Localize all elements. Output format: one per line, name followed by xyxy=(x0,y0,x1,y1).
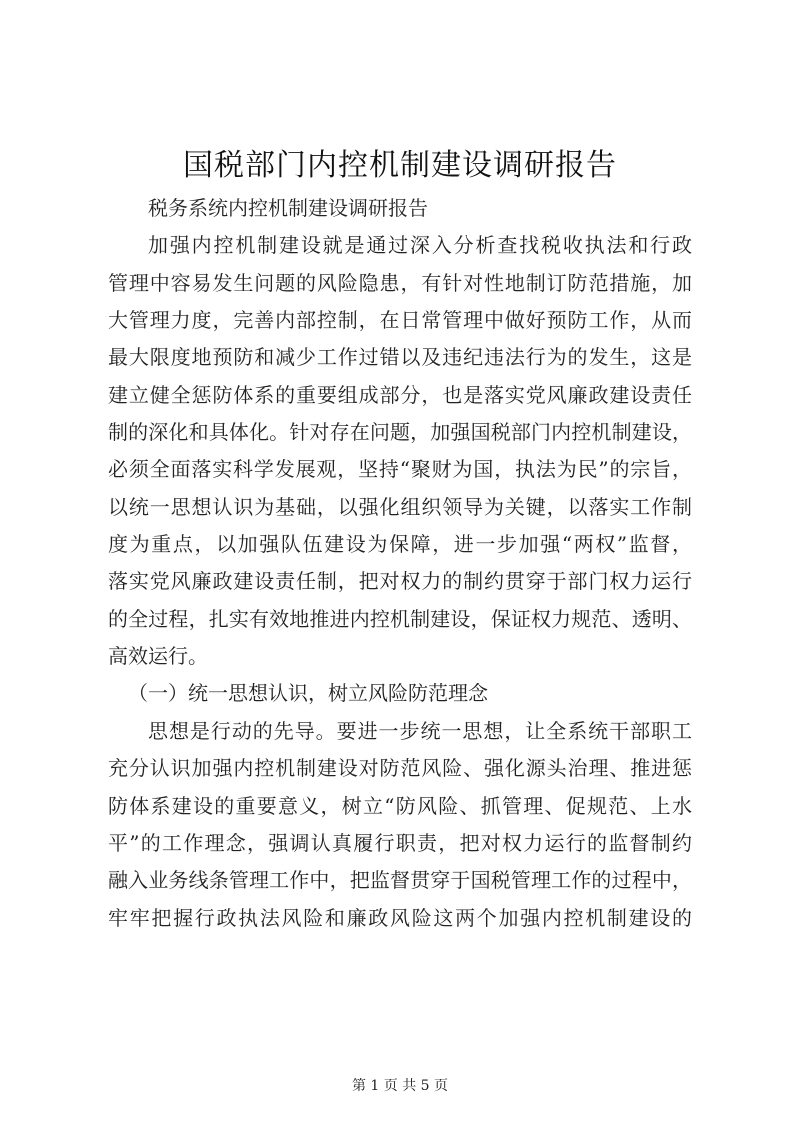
text-line: 建立健全惩防体系的重要组成部分，也是落实党风廉政建设责任 xyxy=(108,382,692,407)
text-line: 以统一思想认识为基础，以强化组织领导为关键，以落实工作制 xyxy=(108,494,692,519)
text-line: 思想是行动的先导。要进一步统一思想，让全系统干部职工 xyxy=(148,718,692,743)
text-line: 管理中容易发生问题的风险隐患，有针对性地制订防范措施，加 xyxy=(108,270,692,295)
text-line: 牢牢把握行政执法风险和廉政风险这两个加强内控机制建设的 xyxy=(108,905,692,930)
document-title: 国税部门内控机制建设调研报告 xyxy=(183,148,617,183)
text-line: 高效运行。 xyxy=(108,644,208,669)
text-line: 落实党风廉政建设责任制，把对权力的制约贯穿于部门权力运行 xyxy=(108,569,692,594)
text-line: 充分认识加强内控机制建设对防范风险、强化源头治理、推进惩 xyxy=(108,756,692,781)
text-line: 融入业务线条管理工作中，把监督贯穿于国税管理工作的过程中， xyxy=(108,868,692,893)
text-line: 加强内控机制建设就是通过深入分析查找税收执法和行政 xyxy=(148,233,692,258)
text-line: 制的深化和具体化。针对存在问题，加强国税部门内控机制建设， xyxy=(108,420,692,445)
page-number: 第 1 页 共 5 页 xyxy=(351,1078,449,1094)
text-line: 度为重点，以加强队伍建设为保障，进一步加强“两权”监督， xyxy=(108,532,692,557)
text-line: 税务系统内控机制建设调研报告 xyxy=(148,196,428,220)
document-body xyxy=(108,190,692,937)
text-line: 必须全面落实科学发展观，坚持“聚财为国，执法为民”的宗旨， xyxy=(108,457,692,482)
text-line: 最大限度地预防和减少工作过错以及违纪违法行为的发生，这是 xyxy=(108,345,692,370)
text-line: 防体系建设的重要意义，树立“防风险、抓管理、促规范、上水 xyxy=(108,793,692,818)
text-line: 平”的工作理念，强调认真履行职责，把对权力运行的监督制约 xyxy=(108,830,692,855)
text-line: 大管理力度，完善内部控制，在日常管理中做好预防工作，从而 xyxy=(108,308,692,333)
text-line: 的全过程，扎实有效地推进内控机制建设，保证权力规范、透明、 xyxy=(108,606,692,631)
text-line: （一）统一思想认识，树立风险防范理念 xyxy=(128,681,488,706)
